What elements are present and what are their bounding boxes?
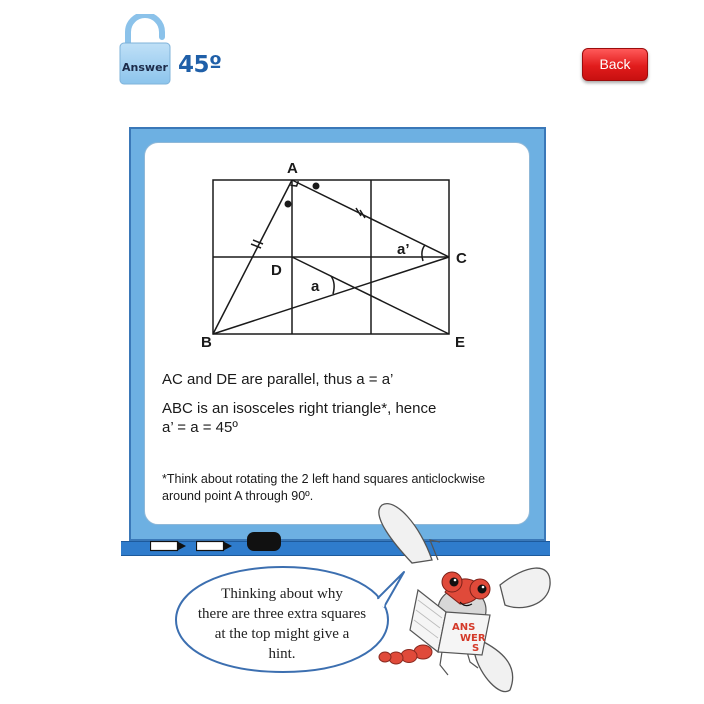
angle-dot-2: [285, 201, 292, 208]
speech-bubble-text: [176, 584, 388, 664]
fly-wing-left: [379, 504, 432, 563]
angle-arc-a: [331, 276, 334, 294]
answer-label[interactable]: Answer: [122, 61, 168, 74]
book-text-line-3: S: [472, 643, 480, 654]
answer-value: 45º: [178, 52, 222, 78]
point-label-e: E: [455, 334, 466, 351]
footnote-line-2: around point A through 90º.: [162, 489, 314, 503]
point-label-b: B: [201, 334, 212, 351]
angle-arc-a-prime: [422, 245, 425, 261]
speech-line-1: Thinking about why: [221, 586, 343, 602]
angle-dot-1: [313, 183, 320, 190]
footnote-line-1: *Think about rotating the 2 left hand squares anticlockwise: [162, 472, 486, 486]
marker-icon: [196, 539, 234, 553]
book-text-line-2: WER: [460, 633, 486, 644]
point-label-d: D: [271, 262, 282, 279]
geometry-diagram: [196, 152, 476, 352]
explanation-line-2: ABC is an isosceles right triangle*, hence: [162, 400, 437, 417]
fly-wing-right: [500, 568, 550, 608]
padlock-icon[interactable]: [118, 14, 172, 86]
speech-line-4: hint.: [268, 646, 296, 662]
angle-label-a-prime: a’: [397, 241, 410, 258]
book-text-line-1: ANS: [452, 622, 476, 633]
segment-bc: [213, 257, 449, 334]
point-label-a: A: [287, 160, 298, 177]
explanation-line-1: AC and DE are parallel, thus a = a’: [162, 371, 394, 388]
marker-icon: [150, 539, 188, 553]
angle-label-a: a: [311, 278, 320, 295]
eraser-icon: [247, 532, 281, 551]
speech-line-2: there are three extra squares: [197, 606, 367, 622]
speech-line-3: at the top might give a: [214, 626, 350, 642]
explanation-line-3: a’ = a = 45º: [162, 419, 238, 436]
back-button[interactable]: Back: [582, 48, 648, 81]
point-label-c: C: [456, 250, 467, 267]
